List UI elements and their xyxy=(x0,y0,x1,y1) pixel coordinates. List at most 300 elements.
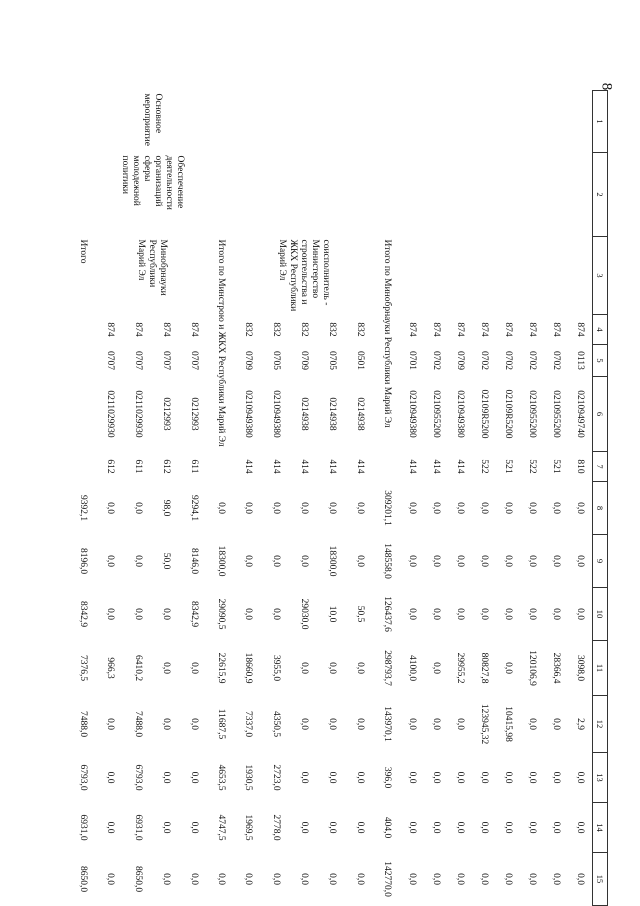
target-article-code: 0210949380 xyxy=(407,390,418,438)
col-num: 14 xyxy=(593,803,608,853)
gr-code: 874 xyxy=(133,322,144,337)
amount-cell: 0,0 xyxy=(527,873,538,885)
blank-cell xyxy=(234,91,374,153)
event-executor: Минобрнауки Республики Марий Эл xyxy=(136,239,169,296)
amount-cell: 123945,32 xyxy=(479,703,490,745)
amount-cell: 0,0 xyxy=(355,718,366,730)
blank-cell xyxy=(448,237,472,315)
total-amount: 126437,6 xyxy=(382,596,393,632)
section-code: 0702 xyxy=(527,351,538,370)
amount-cell: 0,0 xyxy=(503,821,514,834)
total-amount: 18300,0 xyxy=(216,545,227,577)
amount-cell: 0,0 xyxy=(575,608,586,620)
amount-cell: 0,0 xyxy=(575,502,586,514)
amount-cell: 0,0 xyxy=(243,873,254,885)
amount-cell: 0,0 xyxy=(551,771,562,784)
gr-code: 874 xyxy=(431,322,442,337)
amount-cell: 0,0 xyxy=(455,873,466,885)
amount-cell: 10415,98 xyxy=(503,706,514,742)
blank-cell xyxy=(400,153,424,237)
blank-cell xyxy=(424,91,448,153)
amount-cell: 0,0 xyxy=(189,662,200,674)
expense-type-code: 522 xyxy=(479,459,490,474)
blank-cell xyxy=(520,237,544,315)
total-label: Итого по Минстрою и ЖКХ Республики Марий Эл xyxy=(216,239,227,447)
total-amount: 396,0 xyxy=(382,766,393,789)
amount-cell: 0,0 xyxy=(189,821,200,834)
gr-code: 874 xyxy=(189,322,200,337)
amount-cell: 0,0 xyxy=(575,821,586,834)
amount-cell: 0,0 xyxy=(431,662,442,674)
amount-cell: 0,0 xyxy=(431,718,442,730)
table-row xyxy=(424,91,448,906)
total-amount: 8342,9 xyxy=(78,600,89,628)
amount-cell: 0,0 xyxy=(575,771,586,784)
section-code: 0707 xyxy=(161,351,172,370)
target-article-code: 0212993 xyxy=(161,397,172,431)
amount-cell: 8146,0 xyxy=(189,547,200,575)
total-amount: 4653,5 xyxy=(216,764,227,791)
table-row xyxy=(568,91,593,906)
amount-cell: 0,0 xyxy=(161,821,172,834)
amount-cell: 0,0 xyxy=(189,771,200,784)
section-code: 0113 xyxy=(575,351,586,370)
target-article-code: 0210949380 xyxy=(271,390,282,438)
gr-code: 874 xyxy=(575,322,586,337)
table-row xyxy=(346,91,374,906)
col-num: 12 xyxy=(593,696,608,753)
blank-cell xyxy=(568,153,593,237)
amount-cell: 0,0 xyxy=(527,718,538,730)
amount-cell: 0,0 xyxy=(133,555,144,567)
amount-cell: 0,0 xyxy=(355,555,366,567)
expense-type-code: 414 xyxy=(455,459,466,474)
col-num: 10 xyxy=(593,588,608,641)
amount-cell: 0,0 xyxy=(431,608,442,620)
amount-cell: 0,0 xyxy=(431,821,442,834)
expense-type-code: 414 xyxy=(271,459,282,474)
event-name: Обеспечение деятельности организаций сферы молодежной политики xyxy=(120,155,185,210)
amount-cell: 0,0 xyxy=(161,662,172,674)
target-article-code: 0214938 xyxy=(327,397,338,431)
section-code: 0702 xyxy=(479,351,490,370)
blank-cell xyxy=(448,91,472,153)
expense-type-code: 612 xyxy=(105,459,116,474)
amount-cell: 0,0 xyxy=(355,771,366,784)
expense-type-code: 414 xyxy=(299,459,310,474)
amount-cell: 18300,0 xyxy=(327,545,338,577)
total-amount: 6931,0 xyxy=(78,814,89,841)
blank-cell xyxy=(544,237,568,315)
amount-cell: 0,0 xyxy=(431,873,442,885)
landscape-table-wrap xyxy=(78,90,608,905)
amount-cell: 0,0 xyxy=(503,662,514,674)
col-num: 6 xyxy=(593,377,608,452)
blank-cell xyxy=(234,153,374,237)
total-amount: 143970,1 xyxy=(382,706,393,742)
total-amount: 7488,0 xyxy=(78,710,89,738)
amount-cell: 0,0 xyxy=(479,555,490,567)
col-num: 3 xyxy=(593,237,608,315)
total-row xyxy=(70,91,96,906)
gr-code: 832 xyxy=(243,322,254,337)
section-code: 0702 xyxy=(503,351,514,370)
amount-cell: 0,0 xyxy=(479,873,490,885)
amount-cell: 0,0 xyxy=(299,821,310,834)
amount-cell: 0,0 xyxy=(271,608,282,620)
blank-cell xyxy=(568,91,593,153)
target-article-code: 0211029930 xyxy=(133,390,144,438)
amount-cell: 0,0 xyxy=(479,502,490,514)
amount-cell: 0,0 xyxy=(431,555,442,567)
amount-cell: 0,0 xyxy=(503,555,514,567)
amount-cell: 0,0 xyxy=(271,873,282,885)
blank-cell xyxy=(472,237,496,315)
amount-cell: 0,0 xyxy=(407,502,418,514)
table-row xyxy=(496,91,520,906)
section-code: 0705 xyxy=(271,351,282,370)
amount-cell: 6410,2 xyxy=(133,654,144,682)
blank-cell xyxy=(424,237,448,315)
gr-code: 832 xyxy=(299,322,310,337)
target-article-code: 0210949380 xyxy=(243,390,254,438)
section-code: 0709 xyxy=(299,351,310,370)
amount-cell: 0,0 xyxy=(551,555,562,567)
amount-cell: 0,0 xyxy=(355,502,366,514)
rotated-page xyxy=(78,90,608,905)
total-row xyxy=(374,91,400,906)
amount-cell: 2778,0 xyxy=(271,814,282,841)
total-amount: 7376,5 xyxy=(78,654,89,682)
expense-type-code: 414 xyxy=(355,459,366,474)
blank-cell xyxy=(208,91,234,153)
target-article-code: 0210955200 xyxy=(527,390,538,438)
col-num: 7 xyxy=(593,452,608,482)
amount-cell: 7488,0 xyxy=(133,710,144,738)
target-article-code: 0210955200 xyxy=(551,390,562,438)
gr-code: 874 xyxy=(479,322,490,337)
amount-cell: 0,0 xyxy=(455,771,466,784)
amount-cell: 0,0 xyxy=(299,555,310,567)
amount-cell: 0,0 xyxy=(455,821,466,834)
amount-cell: 0,0 xyxy=(407,821,418,834)
col-num: 15 xyxy=(593,853,608,906)
total-amount: 4747,5 xyxy=(216,814,227,841)
gr-code: 874 xyxy=(161,322,172,337)
total-amount: 11687,5 xyxy=(216,708,227,740)
amount-cell: 0,0 xyxy=(299,873,310,885)
target-article-code: 0210949380 xyxy=(455,390,466,438)
amount-cell: 8650,0 xyxy=(133,865,144,893)
amount-cell: 0,0 xyxy=(355,662,366,674)
amount-cell: 0,0 xyxy=(503,502,514,514)
amount-cell: 6931,0 xyxy=(133,814,144,841)
total-amount: 8196,0 xyxy=(78,547,89,575)
blank-cell xyxy=(496,91,520,153)
amount-cell: 0,0 xyxy=(455,608,466,620)
amount-cell: 0,0 xyxy=(327,718,338,730)
gr-code: 874 xyxy=(455,322,466,337)
amount-cell: 120106,9 xyxy=(527,650,538,686)
amount-cell: 1930,5 xyxy=(243,764,254,791)
target-article-code: 0210955200 xyxy=(431,390,442,438)
section-code: 0702 xyxy=(431,351,442,370)
amount-cell: 0,0 xyxy=(327,873,338,885)
amount-cell: 0,0 xyxy=(503,608,514,620)
amount-cell: 0,0 xyxy=(551,873,562,885)
amount-cell: 3098,0 xyxy=(575,654,586,682)
gr-code: 832 xyxy=(271,322,282,337)
amount-cell: 0,0 xyxy=(479,821,490,834)
section-code: 0707 xyxy=(105,351,116,370)
expense-type-code: 612 xyxy=(161,459,172,474)
blank-cell xyxy=(400,91,424,153)
blank-cell xyxy=(544,153,568,237)
amount-cell: 0,0 xyxy=(299,771,310,784)
amount-cell: 0,0 xyxy=(575,873,586,885)
amount-cell: 0,0 xyxy=(355,821,366,834)
gr-code: 874 xyxy=(527,322,538,337)
blank-cell xyxy=(568,237,593,315)
section-code: 0702 xyxy=(551,351,562,370)
total-amount: 309201,1 xyxy=(382,490,393,526)
amount-cell: 0,0 xyxy=(527,502,538,514)
amount-cell: 4100,0 xyxy=(407,654,418,682)
amount-cell: 0,0 xyxy=(299,718,310,730)
target-article-code: 02109R5200 xyxy=(503,389,514,439)
gr-code: 832 xyxy=(355,322,366,337)
blank-cell xyxy=(400,237,424,315)
amount-cell: 9294,1 xyxy=(189,494,200,522)
section-code: 0707 xyxy=(133,351,144,370)
amount-cell: 10,0 xyxy=(327,605,338,623)
section-code: 0709 xyxy=(455,351,466,370)
amount-cell: 0,0 xyxy=(503,873,514,885)
blank-cell xyxy=(374,91,400,153)
expense-type-code: 810 xyxy=(575,459,586,474)
col-num: 9 xyxy=(593,535,608,588)
amount-cell: 1969,5 xyxy=(243,814,254,841)
amount-cell: 80827,8 xyxy=(479,652,490,684)
target-article-code: 0212993 xyxy=(189,397,200,431)
total-amount: 0,0 xyxy=(216,873,227,885)
table-row xyxy=(180,91,208,906)
col-num: 4 xyxy=(593,315,608,345)
blank-cell xyxy=(544,91,568,153)
col-num: 2 xyxy=(593,153,608,237)
amount-cell: 0,0 xyxy=(243,502,254,514)
table-row xyxy=(520,91,544,906)
total-amount: 0,0 xyxy=(216,502,227,514)
amount-cell: 0,0 xyxy=(243,608,254,620)
table-row xyxy=(544,91,568,906)
expense-type-code: 414 xyxy=(243,459,254,474)
blank-cell xyxy=(374,153,400,237)
col-num: 13 xyxy=(593,753,608,803)
total-amount: 142770,0 xyxy=(382,861,393,897)
target-article-code: 0210949740 xyxy=(575,390,586,438)
total-amount: 9392,1 xyxy=(78,494,89,522)
table-row xyxy=(400,91,424,906)
amount-cell: 0,0 xyxy=(527,821,538,834)
blank-cell xyxy=(496,237,520,315)
amount-cell: 0,0 xyxy=(455,718,466,730)
amount-cell: 8342,9 xyxy=(189,600,200,628)
amount-cell: 0,0 xyxy=(551,608,562,620)
amount-cell: 0,0 xyxy=(189,718,200,730)
amount-cell: 0,0 xyxy=(133,608,144,620)
amount-cell: 0,0 xyxy=(327,771,338,784)
blank-cell xyxy=(520,91,544,153)
amount-cell: 0,0 xyxy=(299,502,310,514)
amount-cell: 0,0 xyxy=(161,771,172,784)
blank-cell xyxy=(472,153,496,237)
target-article-code: 0211029930 xyxy=(105,390,116,438)
amount-cell: 0,0 xyxy=(161,873,172,885)
expense-type-code: 611 xyxy=(133,459,144,474)
blank-cell xyxy=(448,153,472,237)
amount-cell: 50,5 xyxy=(355,605,366,623)
amount-cell: 6793,0 xyxy=(133,764,144,791)
table-row xyxy=(472,91,496,906)
amount-cell: 966,3 xyxy=(105,657,116,679)
amount-cell: 0,0 xyxy=(105,771,116,784)
amount-cell: 0,0 xyxy=(527,555,538,567)
total-label: Итого xyxy=(78,239,89,264)
section-code: 0501 xyxy=(355,351,366,370)
gr-code: 874 xyxy=(503,322,514,337)
amount-cell: 0,0 xyxy=(431,502,442,514)
amount-cell: 0,0 xyxy=(189,873,200,885)
amount-cell: 0,0 xyxy=(105,821,116,834)
event-type: Основное мероприятие xyxy=(142,93,163,146)
column-number-row xyxy=(593,91,608,906)
expense-type-code: 521 xyxy=(503,459,514,474)
co-executor-label: соисполнитель - Министерство строительства и ЖКХ Республики Марий Эл xyxy=(277,239,332,312)
page-number: 8 xyxy=(598,82,615,91)
blank-cell xyxy=(496,153,520,237)
amount-cell: 29030,0 xyxy=(299,598,310,630)
target-article-code: 0214938 xyxy=(355,397,366,431)
total-label: Итого по Минобрнауки Республики Марий Эл xyxy=(382,239,393,428)
section-code: 0709 xyxy=(243,351,254,370)
amount-cell: 98,0 xyxy=(161,499,172,517)
table-row xyxy=(448,91,472,906)
amount-cell: 0,0 xyxy=(479,771,490,784)
expense-type-code: 521 xyxy=(551,459,562,474)
amount-cell: 0,0 xyxy=(271,555,282,567)
amount-cell: 0,0 xyxy=(271,502,282,514)
amount-cell: 0,0 xyxy=(479,608,490,620)
amount-cell: 2,9 xyxy=(575,718,586,730)
col-num: 11 xyxy=(593,641,608,696)
total-amount: 29090,5 xyxy=(216,598,227,630)
amount-cell: 0,0 xyxy=(327,502,338,514)
expense-type-code: 611 xyxy=(189,459,200,474)
gr-code: 832 xyxy=(327,322,338,337)
section-code: 0707 xyxy=(189,351,200,370)
blank-cell xyxy=(70,91,96,153)
amount-cell: 0,0 xyxy=(105,873,116,885)
target-article-code: 0214938 xyxy=(299,397,310,431)
expense-type-code: 522 xyxy=(527,459,538,474)
blank-cell xyxy=(424,153,448,237)
col-num: 5 xyxy=(593,345,608,377)
total-amount: 6793,0 xyxy=(78,764,89,791)
amount-cell: 0,0 xyxy=(133,502,144,514)
amount-cell: 0,0 xyxy=(455,555,466,567)
budget-table xyxy=(70,90,608,906)
amount-cell: 0,0 xyxy=(105,555,116,567)
expense-type-code: 414 xyxy=(431,459,442,474)
gr-code: 874 xyxy=(551,322,562,337)
amount-cell: 0,0 xyxy=(105,718,116,730)
amount-cell: 0,0 xyxy=(551,502,562,514)
amount-cell: 0,0 xyxy=(407,771,418,784)
blank-cell xyxy=(208,153,234,237)
total-amount: 404,0 xyxy=(382,816,393,839)
amount-cell: 0,0 xyxy=(527,771,538,784)
amount-cell: 0,0 xyxy=(243,555,254,567)
gr-code: 874 xyxy=(105,322,116,337)
amount-cell: 2723,0 xyxy=(271,764,282,791)
amount-cell: 4350,5 xyxy=(271,710,282,738)
amount-cell: 0,0 xyxy=(551,718,562,730)
total-row xyxy=(208,91,234,906)
amount-cell: 0,0 xyxy=(299,662,310,674)
amount-cell: 0,0 xyxy=(327,662,338,674)
amount-cell: 0,0 xyxy=(105,608,116,620)
total-amount: 298793,7 xyxy=(382,650,393,686)
amount-cell: 0,0 xyxy=(455,502,466,514)
target-article-code: 02109R5200 xyxy=(479,389,490,439)
amount-cell: 3955,0 xyxy=(271,654,282,682)
amount-cell: 0,0 xyxy=(407,608,418,620)
section-code: 0705 xyxy=(327,351,338,370)
amount-cell: 0,0 xyxy=(527,608,538,620)
amount-cell: 0,0 xyxy=(105,502,116,514)
gr-code: 874 xyxy=(407,322,418,337)
expense-type-code: 414 xyxy=(327,459,338,474)
total-amount: 148558,0 xyxy=(382,543,393,579)
col-num: 8 xyxy=(593,482,608,535)
amount-cell: 18660,9 xyxy=(243,652,254,684)
amount-cell: 28366,4 xyxy=(551,652,562,684)
blank-cell xyxy=(472,91,496,153)
amount-cell: 0,0 xyxy=(407,555,418,567)
total-amount: 8650,0 xyxy=(78,865,89,893)
amount-cell: 0,0 xyxy=(327,821,338,834)
amount-cell: 0,0 xyxy=(575,555,586,567)
amount-cell: 0,0 xyxy=(503,771,514,784)
total-amount: 22615,9 xyxy=(216,652,227,684)
blank-cell xyxy=(520,153,544,237)
amount-cell: 0,0 xyxy=(551,821,562,834)
amount-cell: 0,0 xyxy=(355,873,366,885)
amount-cell: 50,0 xyxy=(161,552,172,570)
col-num: 1 xyxy=(593,91,608,153)
blank-cell xyxy=(70,153,96,237)
amount-cell: 0,0 xyxy=(161,718,172,730)
section-code: 0701 xyxy=(407,351,418,370)
expense-type-code: 414 xyxy=(407,459,418,474)
amount-cell: 0,0 xyxy=(161,608,172,620)
amount-cell: 0,0 xyxy=(407,718,418,730)
amount-cell: 29955,2 xyxy=(455,652,466,684)
amount-cell: 7337,0 xyxy=(243,710,254,738)
amount-cell: 0,0 xyxy=(431,771,442,784)
amount-cell: 0,0 xyxy=(407,873,418,885)
